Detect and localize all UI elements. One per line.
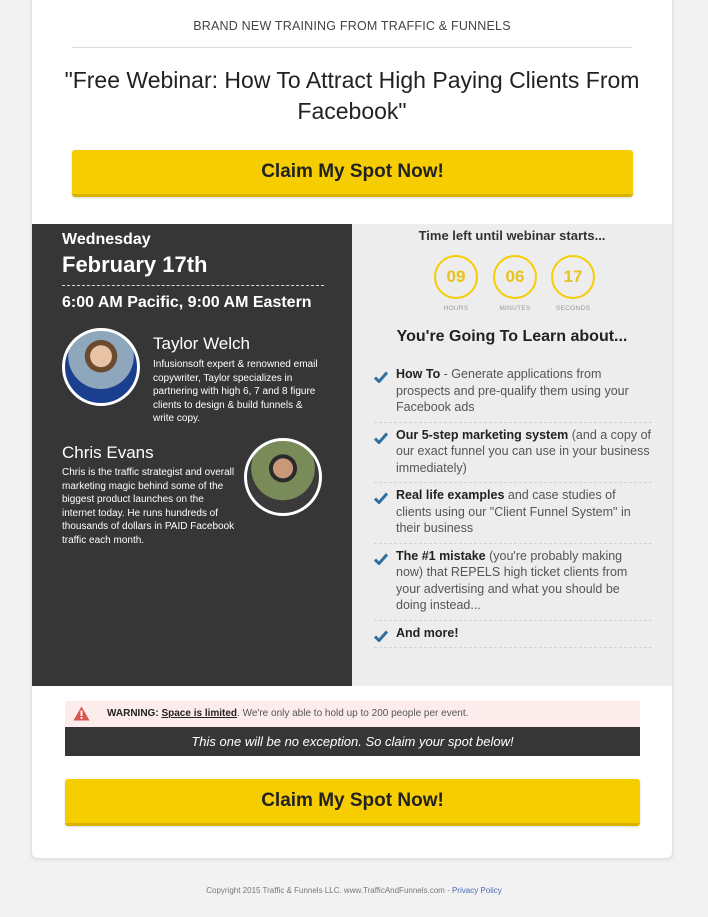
learn-item-text: - Generate applications from prospects and pre-qualify them using your Facebook ads [396,367,629,414]
warning-bar [65,701,640,727]
learn-item [374,362,652,423]
learn-item [374,544,652,621]
claim-spot-button-top[interactable]: Claim My Spot Now! [72,150,633,197]
learn-item-text: and case studies of clients using our "Client Funnel System" in their business [396,488,631,535]
learn-item-bold: The #1 mistake [396,548,486,563]
webinar-info-band [32,224,672,686]
countdown-minutes-label: MINUTES [499,305,531,312]
learn-item-bold: Real life examples [396,488,505,502]
learn-item [374,621,652,649]
countdown-minutes: 06 [493,255,537,299]
brand-line: BRAND NEW TRAINING FROM TRAFFIC & FUNNELS [72,19,632,48]
footer-copyright: Copyright 2015 Traffic & Funnels LLC. www.TrafficAndFunnels.com - [206,886,450,895]
countdown-hours-label: HOURS [443,305,469,312]
exception-banner: This one will be no exception. So claim your spot below! [65,727,640,756]
check-icon [374,371,388,383]
check-icon [374,630,388,642]
webinar-time: 6:00 AM Pacific, 9:00 AM Eastern [62,294,312,311]
speaker-name-chris: Chris Evans [62,443,154,462]
learn-title: You're Going To Learn about... [396,328,628,345]
warning-prefix: WARNING: [107,708,159,719]
countdown-seconds-label: SECONDS [555,305,591,312]
webinar-date: February 17th [62,252,208,277]
learn-item-bold: And more! [396,625,459,640]
learn-panel [352,224,672,686]
warning-text: . We're only able to hold up to 200 people per event. [237,708,469,719]
warning-emphasis: Space is limited [161,708,238,719]
learn-item [374,483,652,544]
check-icon [374,432,388,444]
landing-card [31,0,673,859]
speaker-bio-taylor: Infusionsoft expert & renowned email copywriter, Taylor specializes in partnering with high 6, 7 and 8 figure clients to design & build funnels & write copy. [153,359,318,424]
schedule-panel [32,224,352,686]
claim-spot-button-bottom[interactable]: Claim My Spot Now! [65,779,640,826]
learn-list [374,362,652,648]
check-icon [374,553,388,565]
dashed-divider [62,285,324,286]
privacy-policy-link[interactable]: Privacy Policy [451,886,502,895]
learn-item-text: (and a copy of our exact funnel you can use in your business immediately) [396,427,651,475]
learn-item [374,423,652,484]
speaker-bio-chris: Chris is the traffic strategist and overall marketing magic behind some of the biggest product launches on the internet today. He runs hundreds of thousands of dollars in PAID Facebook traffic each month. [62,467,235,546]
page-headline: "Free Webinar: How To Attract High Paying Clients From Facebook" [64,67,640,124]
learn-item-bold: How To [396,367,441,381]
learn-item-text: (you're probably making now) that REPELS high ticket clients from your advertising and what you should be doing instead... [396,548,628,612]
countdown-seconds: 17 [551,255,595,299]
check-icon [374,492,388,504]
countdown-title: Time left until webinar starts... [418,228,606,243]
taylor-avatar [62,328,140,406]
chris-avatar [244,438,322,516]
warning-icon [73,706,90,721]
countdown-hours: 09 [434,255,478,299]
speaker-name-taylor: Taylor Welch [153,334,250,353]
webinar-day: Wednesday [62,231,151,248]
learn-item-bold: Our 5-step marketing system [396,427,569,442]
footer [0,886,708,895]
